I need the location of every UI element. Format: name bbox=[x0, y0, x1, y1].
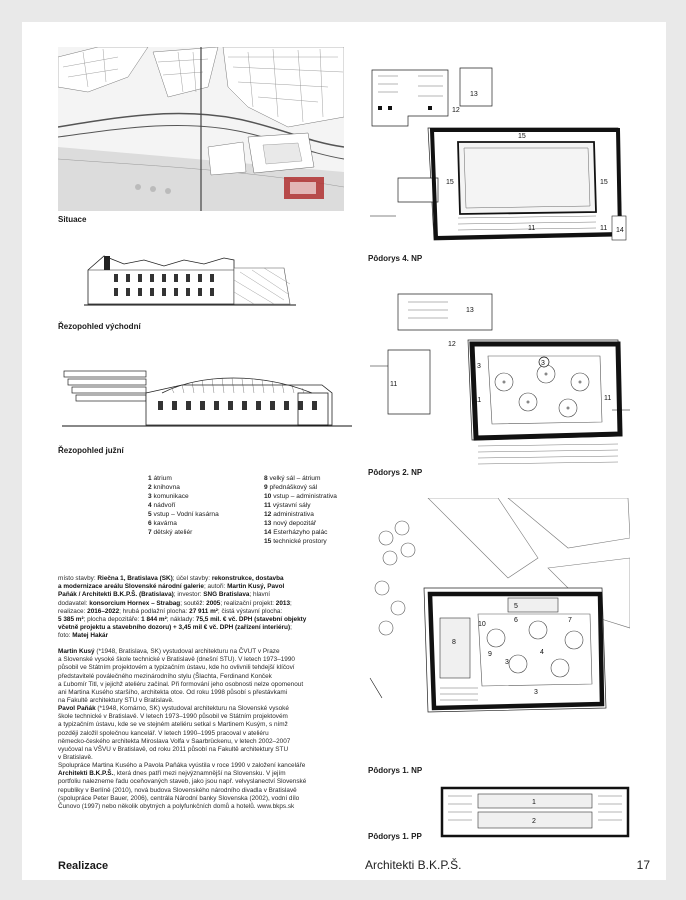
legend-item: 13 nový depozitář bbox=[264, 520, 317, 527]
svg-text:7: 7 bbox=[568, 617, 572, 624]
bio-line: a typizačním ústavu, kde se ve stejném ateliéru setkal s Martinem Kusým, s nímž bbox=[58, 721, 288, 729]
bio-line: a Ľubomír Titl, v jejichž ateliéru začínal. Při formování jeho osobnosti nelze opomenout bbox=[58, 680, 304, 688]
section-south-figure bbox=[62, 367, 352, 432]
info-line: Paňák / Architekti B.K.P.Š. (Bratislava); investor: SNG Bratislava; hlavní bbox=[58, 591, 271, 599]
legend-item: 8 velký sál – átrium bbox=[264, 475, 321, 482]
svg-text:11: 11 bbox=[390, 381, 398, 388]
svg-text:5: 5 bbox=[514, 603, 518, 610]
plan-pp-figure bbox=[438, 784, 632, 840]
legend-item: 10 vstup – administrativa bbox=[264, 493, 337, 500]
svg-text:6: 6 bbox=[514, 617, 518, 624]
svg-text:9: 9 bbox=[488, 651, 492, 658]
page-number: 17 bbox=[636, 858, 650, 872]
svg-text:11: 11 bbox=[600, 225, 608, 232]
info-line: foto: Matej Hakár bbox=[58, 632, 109, 640]
legend-item: 6 kavárna bbox=[148, 520, 177, 527]
office-line: Architekti B.K.P.Š., která dnes patří mezi nejvýznamnější na Slovensku. V jejím bbox=[58, 770, 286, 778]
section-east-drawing bbox=[84, 250, 296, 310]
legend-item: 3 komunikace bbox=[148, 493, 189, 500]
info-line: 5 385 m²; plocha depozitáře: 1 844 m²; náklady: 75,5 mil. € vč. DPH (stavební objekty bbox=[58, 616, 307, 624]
legend-item: 15 technické prostory bbox=[264, 538, 327, 545]
legend-left bbox=[148, 474, 219, 537]
office-line: Čunovo (1997) nebo několik obytných a polyfunkčních domů a hotelů. www.bkps.sk bbox=[58, 803, 295, 811]
footer-firm: Architekti B.K.P.Š. bbox=[365, 858, 462, 872]
section-east-figure bbox=[84, 250, 296, 310]
bio-line: později založil společnou kancelář. V letech 1990–1995 pracoval v ateliéru bbox=[58, 729, 269, 737]
plan-1np-drawing bbox=[368, 498, 630, 748]
office-line: portfoliu nalezneme řadu oceňovaných staveb, jako jsou např. velvyslanectví Slovenské bbox=[58, 778, 307, 786]
legend-item: 14 Esterházyho palác bbox=[264, 529, 328, 536]
info-line: včetně projektu a stavebního dozoru) + 3,45 mil € vč. DPH (zařízení interiéru); bbox=[58, 624, 292, 632]
legend-item: 11 výstavní sály bbox=[264, 502, 311, 509]
info-line: realizace: 2016–2022; hrubá podlažní plocha: 27 911 m²; čistá výstavní plocha: bbox=[58, 607, 283, 615]
bio-line: působil ve Státním projektovém a typizačním ústavu, kde ho ovlivnili tehdejší klíčoví bbox=[58, 664, 295, 672]
svg-text:15: 15 bbox=[518, 133, 526, 140]
legend-item: 5 vstup – Vodní kasárna bbox=[148, 511, 219, 518]
svg-text:13: 13 bbox=[470, 91, 478, 98]
caption-pudorys-4: Pôdorys 4. NP bbox=[368, 254, 423, 263]
plan-2np-drawing bbox=[368, 290, 630, 474]
plan-4np-figure bbox=[368, 66, 630, 252]
caption-rez-vychodni: Řezopohled východní bbox=[58, 322, 141, 331]
site-plan-figure bbox=[58, 47, 344, 211]
legend-item: 12 administrativa bbox=[264, 511, 314, 518]
svg-text:15: 15 bbox=[446, 179, 454, 186]
office-line: (spolupráce Peter Bauer, 2006), centrála Národní banky Slovenska (2002), vodní dílo bbox=[58, 794, 300, 802]
bio-line: představitelé poválečného mezinárodního stylu (Šlachta, Ferdinand Konček bbox=[58, 672, 272, 680]
plan-2np-figure bbox=[368, 290, 630, 474]
magazine-page bbox=[22, 22, 666, 880]
svg-text:3: 3 bbox=[534, 689, 538, 696]
svg-text:3: 3 bbox=[505, 659, 509, 666]
svg-text:8: 8 bbox=[452, 639, 456, 646]
bio-line: Martin Kusý (*1948, Bratislava, SK) vystudoval architekturu na ČVUT v Praze bbox=[58, 648, 280, 655]
info-line: dodavatel: konsorcium Hornex – Strabag; soutěž: 2005; realizační projekt: 2013; bbox=[58, 599, 292, 607]
svg-text:3: 3 bbox=[541, 360, 545, 367]
bio-line: ani Martina Kusého staršího, architekta otce. Od roku 1998 působí s přestávkami bbox=[58, 689, 288, 697]
legend-right bbox=[264, 474, 337, 546]
svg-text:10: 10 bbox=[478, 621, 486, 628]
svg-text:11: 11 bbox=[604, 395, 612, 402]
office-line: republiky v Berlíně (2010), nová budova Slovenského národního divadla v Bratislavě bbox=[58, 786, 297, 794]
caption-rez-jizni: Řezopohled južní bbox=[58, 446, 124, 455]
svg-text:11: 11 bbox=[474, 397, 482, 404]
plan-1np-figure bbox=[368, 498, 630, 748]
svg-text:1: 1 bbox=[532, 799, 536, 806]
info-line: a modernizace areálu Slovenské národní galerie; autoři: Martin Kusý, Pavol bbox=[58, 583, 285, 591]
section-south-drawing bbox=[62, 367, 352, 432]
bio-panak bbox=[58, 705, 368, 762]
legend-item: 4 nádvoří bbox=[148, 502, 176, 509]
bio-line: německo-českého architekta Miroslava Volfa v Saarbrückenu, v letech 2002–2007 bbox=[58, 737, 291, 745]
svg-text:14: 14 bbox=[616, 227, 624, 234]
svg-text:11: 11 bbox=[528, 225, 536, 232]
caption-pudorys-pp: Pôdorys 1. PP bbox=[368, 832, 422, 841]
bio-line: škole technické v Bratislavě. V letech 1973–1990 působil ve Státním projektovém bbox=[58, 713, 288, 721]
svg-text:15: 15 bbox=[600, 179, 608, 186]
bio-line: vyučoval na VŠVU v Bratislavě, od roku 2011 působí na Fakultě architektury STU bbox=[58, 746, 289, 754]
svg-text:3: 3 bbox=[477, 363, 481, 370]
project-info bbox=[58, 575, 368, 641]
plan-pp-drawing bbox=[438, 784, 632, 840]
bio-kusy bbox=[58, 648, 368, 705]
office-info bbox=[58, 762, 368, 811]
plan-4np-drawing bbox=[368, 66, 630, 252]
office-line: Spolupráce Martina Kusého a Pavola Paňáka vyústila v roce 1990 v založení kanceláře bbox=[58, 762, 306, 769]
bio-line: v Bratislavě. bbox=[58, 754, 93, 762]
footer-section: Realizace bbox=[58, 860, 109, 872]
bio-line: a Slovenské vysoké škole technické v Bratislavě (dnešní STU). V letech 1973–1990 bbox=[58, 656, 295, 664]
svg-text:4: 4 bbox=[540, 649, 544, 656]
legend-item: 9 přednáškový sál bbox=[264, 484, 318, 491]
caption-pudorys-1: Pôdorys 1. NP bbox=[368, 766, 423, 775]
caption-situace: Situace bbox=[58, 215, 87, 224]
legend-item: 2 knihovna bbox=[148, 484, 180, 491]
svg-text:12: 12 bbox=[448, 341, 456, 348]
legend-item: 1 átrium bbox=[148, 475, 172, 482]
info-line: místo stavby: Riečna 1, Bratislava (SK); účel stavby: rekonstrukce, dostavba bbox=[58, 575, 284, 582]
legend-item: 7 dětský ateliér bbox=[148, 529, 193, 536]
bio-line: Pavol Paňák (*1948, Komárno, SK) vystudoval architekturu na Slovenské vysoké bbox=[58, 705, 289, 712]
svg-text:2: 2 bbox=[532, 818, 536, 825]
caption-pudorys-2: Pôdorys 2. NP bbox=[368, 468, 423, 477]
site-plan-drawing bbox=[58, 47, 344, 211]
bio-line: na Fakultě architektury STU v Bratislavě. bbox=[58, 697, 174, 705]
svg-text:13: 13 bbox=[466, 307, 474, 314]
svg-text:12: 12 bbox=[452, 107, 460, 114]
